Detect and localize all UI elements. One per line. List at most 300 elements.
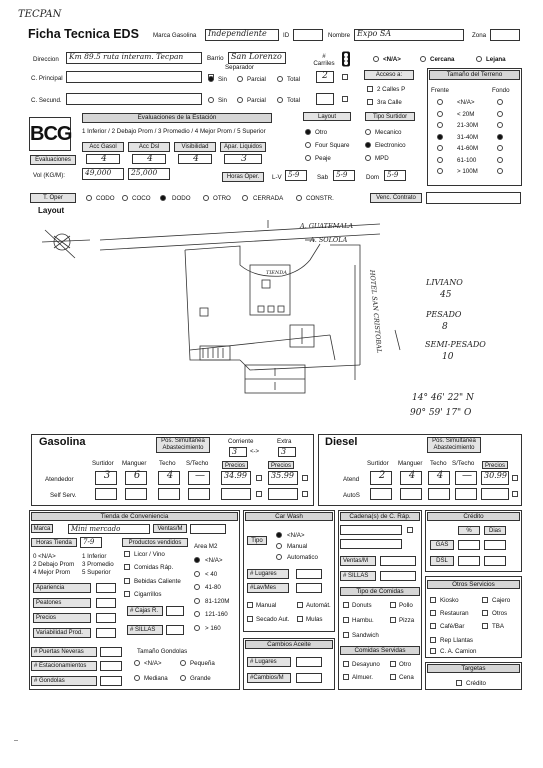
area-option-radio[interactable]: [194, 557, 200, 563]
comida-pizza-check[interactable]: [390, 617, 396, 623]
surtidor-electronico-radio[interactable]: [365, 142, 371, 148]
c-secund-field[interactable]: [66, 93, 202, 105]
gas-atend-manguer[interactable]: 6: [125, 471, 147, 485]
vol-diesel-field[interactable]: 25,000: [128, 168, 170, 180]
tienda-ventas-field[interactable]: [190, 524, 226, 534]
eval-header-acc-dsl: Acc Dsl: [128, 142, 170, 152]
c-secund-sin-label: Sin: [218, 97, 227, 104]
dsl-col-manguer: Manguer: [398, 460, 423, 467]
servicio-cajero-check[interactable]: [482, 597, 488, 603]
marca-gasolina-label: Marca Gasolina: [153, 32, 197, 39]
producto-bebidas-check[interactable]: [124, 578, 130, 584]
barrio-field[interactable]: San Lorenzo: [228, 52, 286, 64]
comidas-servidas-header: Comidas Servidas: [340, 646, 420, 655]
c-secund-label: C. Secund.: [31, 97, 62, 104]
area-option-label: 41-80: [205, 584, 221, 591]
carriles-field[interactable]: 2: [316, 71, 334, 83]
gas-col-manguer: Manguer: [122, 460, 147, 467]
gas-atend-surtidor[interactable]: 3: [95, 471, 117, 485]
eval-variabilidad-field[interactable]: [96, 628, 116, 638]
ubicacion-cercana-radio[interactable]: [420, 56, 426, 62]
sketch-coord-lon: 90° 59' 17" O: [410, 408, 472, 418]
vol-gasolina-field[interactable]: 49,000: [82, 168, 124, 180]
sketch-liviano-value: 45: [440, 290, 452, 300]
layout-otro-radio[interactable]: [305, 129, 311, 135]
comida-pollo-check[interactable]: [390, 602, 396, 608]
gas-self-manguer[interactable]: [125, 488, 147, 500]
productos-vendidos-label: Productos vendidos: [122, 538, 188, 547]
terreno-option-label: 21-30M: [457, 122, 478, 129]
t-oper-constr-label: CONSTR.: [306, 195, 334, 202]
area-option-radio[interactable]: [194, 611, 200, 617]
targetas-credito-label: Crédito: [466, 680, 486, 687]
servida-cena-check[interactable]: [390, 674, 396, 680]
dsl-auto-techo[interactable]: [428, 488, 450, 500]
gas-self-surtidor[interactable]: [95, 488, 117, 500]
servicio-rep-llantas-check[interactable]: [430, 637, 436, 643]
zona-label: Zona: [472, 32, 487, 39]
c-principal-total-radio[interactable]: [277, 76, 283, 82]
cadena-ventas-field[interactable]: [380, 556, 416, 566]
tres-calle-check[interactable]: [367, 99, 373, 105]
car-wash-manual-label: Manual: [287, 543, 308, 550]
tamano-terreno-header: Tamaño del Terreno: [429, 70, 520, 80]
comida-pollo-label: Pollo: [399, 602, 413, 609]
gondola-mediana-radio[interactable]: [134, 675, 140, 681]
servida-desayuno-check[interactable]: [343, 661, 349, 667]
gas-precio-corriente[interactable]: 34.99: [221, 471, 251, 485]
fondo-option-radio[interactable]: [497, 157, 503, 163]
credito-header: Crédito: [427, 512, 520, 521]
cajas-label: # Cajas R.: [127, 606, 163, 616]
carriles-secund-field[interactable]: [316, 93, 334, 105]
terreno-option-label: 61-100: [457, 156, 477, 164]
direccion-field[interactable]: Km 89.5 ruta interam. Tecpan: [66, 52, 202, 64]
eval-acc-gasol-value[interactable]: 4: [86, 154, 120, 164]
carriles-label: # Carriles: [313, 53, 335, 67]
targetas-credito-check[interactable]: [456, 680, 462, 686]
eval-apariencia-label: Apariencia: [33, 583, 91, 593]
area-option-label: 121-160: [205, 611, 228, 618]
ubicacion-na-radio[interactable]: [373, 56, 379, 62]
t-oper-cerrada-radio[interactable]: [242, 195, 248, 201]
dsl-auto-precio[interactable]: [481, 488, 509, 500]
gas-self-techo[interactable]: [158, 488, 180, 500]
sketch-road-guatemala: A. GUATEMALA: [300, 222, 354, 230]
t-oper-coco-label: COCO: [132, 195, 151, 202]
surtidor-mecanico-radio[interactable]: [365, 129, 371, 135]
gas-precios-label-1: Precios: [222, 461, 248, 469]
eval-apariencia-field[interactable]: [96, 583, 116, 593]
c-principal-sin-label: Sin: [218, 76, 227, 83]
c-secund-parcial-label: Parcial: [247, 97, 266, 104]
id-label: ID: [283, 32, 290, 39]
producto-cigarrillos-label: Cigarrillos: [134, 591, 162, 598]
id-field[interactable]: [293, 29, 323, 41]
cambios-aceite-header: Cambios Aceite: [245, 640, 333, 649]
c-principal-sin-radio[interactable]: [208, 76, 214, 82]
dsl-auto-precio-check[interactable]: [512, 491, 518, 497]
eval-precios-field[interactable]: [96, 613, 116, 623]
extra-pos-field[interactable]: 3: [278, 447, 296, 457]
area-option-label: < 40: [205, 570, 218, 578]
gondola-pequena-radio[interactable]: [180, 660, 186, 666]
cadena-header: Cadena(s) de C. Ráp.: [340, 512, 420, 521]
layout-foursquare-radio[interactable]: [305, 142, 311, 148]
t-oper-dodo-radio[interactable]: [160, 195, 166, 201]
barrio-label: Barrio: [207, 55, 224, 62]
horas-dom-label: Dom: [366, 174, 380, 181]
gondolas-label: # Gondolas: [31, 676, 97, 686]
comida-donuts-check[interactable]: [343, 602, 349, 608]
c-principal-field[interactable]: [66, 71, 202, 83]
venc-contrato-field[interactable]: [426, 192, 521, 204]
servida-desayuno-label: Desayuno: [352, 661, 380, 668]
servida-almuer-label: Almuer.: [352, 674, 373, 681]
car-wash-auto-label: Automatico: [287, 554, 318, 561]
t-oper-cerrada-label: CERRADA: [253, 195, 284, 202]
producto-licor-check[interactable]: [124, 551, 130, 557]
cadena-sillas-label: # SILLAS: [340, 571, 376, 581]
area-option-radio[interactable]: [194, 571, 200, 577]
tienda-sillas-field[interactable]: [166, 625, 184, 635]
fondo-option-radio[interactable]: [497, 111, 503, 117]
car-wash-lav-mes-field[interactable]: [296, 583, 322, 593]
fondo-label: Fondo: [492, 87, 510, 94]
servicio-restauran-label: Restauran: [440, 610, 469, 617]
estacionamientos-field[interactable]: [100, 661, 122, 671]
credito-pct-label: %: [458, 526, 480, 535]
gondola-pequena-label: Pequeña: [190, 660, 215, 667]
t-oper-codo-label: CODO: [96, 195, 115, 202]
puertas-neveras-label: # Puertas Neveras: [31, 647, 97, 657]
corriente-pos-field[interactable]: 3: [229, 447, 247, 457]
c-secund-sin-radio[interactable]: [208, 97, 214, 103]
servida-almuer-check[interactable]: [343, 674, 349, 680]
credito-gas-dias[interactable]: [484, 540, 506, 550]
area-option-radio[interactable]: [194, 598, 200, 604]
gondola-grande-radio[interactable]: [180, 675, 186, 681]
t-oper-dodo-label: DODO: [172, 195, 191, 202]
traffic-light-icon: [341, 51, 351, 72]
frente-option-radio[interactable]: [437, 111, 443, 117]
diesel-pos-simultanea: Pos. Simultanea Abastecimiento: [427, 437, 481, 453]
gondola-grande-label: Grande: [190, 675, 211, 682]
c-principal-parcial-label: Parcial: [247, 76, 266, 83]
dos-calles-check[interactable]: [367, 86, 373, 92]
servida-otro-label: Otro: [399, 661, 412, 668]
dsl-precios-label: Precios: [482, 461, 508, 469]
gas-self-s-techo[interactable]: [188, 488, 210, 500]
credito-gas-label: GAS: [430, 540, 454, 550]
servicio-cajero-label: Cajero: [492, 597, 511, 604]
gas-self-precio-extra[interactable]: [268, 488, 298, 500]
sketch-road-solola: A. SOLOLA: [310, 236, 348, 244]
dsl-auto-manguer[interactable]: [400, 488, 422, 500]
dsl-col-surtidor: Surtidor: [367, 460, 389, 467]
eval-header-acc-gasol: Acc Gasol: [82, 142, 124, 152]
car-wash-mulas-check[interactable]: [297, 616, 303, 622]
frente-option-radio[interactable]: [437, 168, 443, 174]
car-wash-automat-check[interactable]: [297, 602, 303, 608]
eval-header-apar-liquidos: Apar. Liquidos: [220, 142, 266, 152]
eval-peatones-label: Peatones: [33, 598, 91, 608]
car-wash-secado-check[interactable]: [247, 616, 253, 622]
credito-dsl-label: DSL: [430, 556, 454, 566]
car-wash-tipo-label: Tipo: [247, 536, 267, 545]
autos-label: AutoS: [343, 492, 360, 499]
cadena-ventas-label: Ventas/M: [340, 556, 376, 566]
dsl-auto-s-techo[interactable]: [455, 488, 477, 500]
surtidor-mpd-label: MPD: [375, 155, 389, 162]
aceite-lugares-label: # Lugares: [247, 657, 291, 667]
atendedor-label: Atendedor: [45, 476, 74, 483]
acceso-button[interactable]: Acceso a:: [364, 70, 414, 80]
car-wash-manual-radio[interactable]: [276, 543, 282, 549]
gasolina-pos-simultanea: Pos. Simultanea Abastecimiento: [156, 437, 210, 453]
t-oper-otro-radio[interactable]: [203, 195, 209, 201]
evaluaciones-button[interactable]: Evaluaciones: [30, 155, 76, 165]
credito-gas-pct[interactable]: [458, 540, 480, 550]
car-wash-manual-check[interactable]: [247, 602, 253, 608]
layout-peaje-label: Peaje: [315, 155, 331, 162]
horas-lv-field[interactable]: 5-9: [285, 170, 307, 181]
horas-oper-button[interactable]: Horas Oper.: [222, 172, 264, 182]
fondo-option-radio[interactable]: [497, 122, 503, 128]
eval-visibilidad-value[interactable]: 4: [178, 154, 212, 164]
frente-option-radio[interactable]: [437, 145, 443, 151]
dsl-atend-techo[interactable]: 4: [428, 471, 450, 485]
comida-donuts-label: Donuts: [352, 602, 372, 609]
marca-gasolina-field[interactable]: Independiente: [205, 29, 279, 41]
gas-self-precio-corriente-check[interactable]: [256, 491, 262, 497]
carriles-check[interactable]: [342, 74, 348, 80]
t-oper-codo-radio[interactable]: [86, 195, 92, 201]
servicio-restauran-check[interactable]: [430, 610, 436, 616]
dsl-atend-s-techo[interactable]: —: [455, 471, 477, 485]
cajas-field[interactable]: [166, 606, 184, 616]
tienda-marca-field[interactable]: Mini mercado: [68, 524, 150, 534]
t-oper-button[interactable]: T. Oper: [30, 193, 76, 203]
surtidor-mpd-radio[interactable]: [365, 155, 371, 161]
servicio-kiosko-label: Kiosko: [440, 597, 459, 604]
servicio-cafe-check[interactable]: [430, 623, 436, 629]
terreno-option-label: > 100M: [457, 168, 478, 175]
dsl-precio[interactable]: 30.99: [481, 471, 509, 485]
producto-comidas-label: Comidas Ráp.: [134, 564, 174, 571]
horas-tienda-label: Horas Tienda: [31, 538, 77, 547]
dsl-auto-surtidor[interactable]: [370, 488, 392, 500]
ventas-m-label: Ventas/M: [153, 524, 187, 533]
ubicacion-na-label: <N/A>: [383, 56, 401, 63]
comida-pizza-label: Pizza: [399, 617, 415, 624]
area-option-radio[interactable]: [194, 584, 200, 590]
servicio-camion-label: C. A. Camion: [440, 648, 477, 655]
gas-precio-extra-check[interactable]: [302, 475, 308, 481]
zona-field[interactable]: [490, 29, 520, 41]
gas-precio-corriente-check[interactable]: [256, 475, 262, 481]
comida-hambu-label: Hambu.: [352, 617, 374, 624]
servicio-camion-check[interactable]: [430, 648, 436, 654]
scale-line-5: 5 Superior: [82, 569, 111, 576]
servicio-cafe-label: Café/Bar: [440, 623, 465, 630]
c-principal-parcial-radio[interactable]: [237, 76, 243, 82]
comida-sandwich-check[interactable]: [343, 632, 349, 638]
cadena-sillas-field[interactable]: [380, 571, 416, 581]
car-wash-auto-radio[interactable]: [276, 554, 282, 560]
aceite-cambios-field[interactable]: [296, 673, 322, 683]
gondolas-field[interactable]: [100, 676, 122, 686]
layout-peaje-radio[interactable]: [305, 155, 311, 161]
car-wash-lugares-field[interactable]: [296, 569, 322, 579]
otros-servicios-header: Otros Servicios: [427, 580, 520, 589]
fondo-option-radio[interactable]: [497, 99, 503, 105]
tienda-sillas-label: # SILLAS: [127, 625, 163, 635]
gas-precio-extra[interactable]: 35.99: [268, 471, 298, 485]
layout-button[interactable]: Layout: [303, 112, 351, 121]
producto-bebidas-label: Bebidas Caliente: [134, 578, 181, 585]
credito-dias-label: Dias: [484, 526, 506, 535]
producto-cigarrillos-check[interactable]: [124, 591, 130, 597]
servicio-kiosko-check[interactable]: [430, 597, 436, 603]
cadena-name-field-2[interactable]: [340, 539, 402, 549]
sketch-semi-value: 10: [442, 352, 454, 362]
aceite-cambios-label: #Cambios/M: [247, 673, 291, 683]
estacionamientos-label: # Estacionamientos: [31, 661, 97, 671]
servida-otro-check[interactable]: [390, 661, 396, 667]
frente-option-radio[interactable]: [437, 99, 443, 105]
horas-tienda-field[interactable]: 7-9: [80, 537, 102, 548]
t-oper-coco-radio[interactable]: [122, 195, 128, 201]
cadena-name-field[interactable]: [340, 525, 402, 535]
layout-section-label: Layout: [38, 206, 65, 215]
area-option-label: 81-120M: [205, 597, 230, 605]
tipo-surtidor-button[interactable]: Tipo Surtidor: [365, 112, 415, 121]
frente-option-radio[interactable]: [437, 157, 443, 163]
eval-variabilidad-label: Variabilidad Prod.: [33, 628, 91, 638]
gas-atend-techo[interactable]: 4: [158, 471, 180, 485]
c-secund-total-radio[interactable]: [277, 97, 283, 103]
cadena-name-check[interactable]: [407, 527, 413, 533]
car-wash-lugares-label: # Lugares: [247, 569, 289, 579]
horas-lv-label: L-V: [272, 174, 282, 181]
arrow-both-icon: <->: [250, 449, 260, 455]
eval-peatones-field[interactable]: [96, 598, 116, 608]
fondo-option-radio[interactable]: [497, 134, 503, 140]
atend-label: Atend: [343, 476, 360, 483]
separador-label: Separador: [225, 64, 254, 71]
diesel-title: Diesel: [325, 436, 358, 448]
gondola-na-radio[interactable]: [134, 660, 140, 666]
puertas-neveras-field[interactable]: [100, 647, 122, 657]
car-wash-na-radio[interactable]: [276, 532, 282, 538]
nombre-field[interactable]: Expo SA: [354, 29, 464, 41]
venc-contrato-button[interactable]: Venc. Contrato: [370, 193, 422, 203]
sketch-pesado-value: 8: [442, 322, 448, 332]
scale-line-2: 2 Debajo Prom: [33, 561, 75, 568]
ubicacion-cercana-label: Cercana: [430, 56, 455, 63]
nombre-label: Nombre: [328, 32, 351, 39]
comida-hambu-check[interactable]: [343, 617, 349, 623]
targetas-header: Targetas: [427, 664, 520, 673]
scale-line-0: 0 <N/A>: [33, 553, 56, 560]
car-wash-secado-label: Secado Aut.: [256, 616, 290, 623]
terreno-option-label: 41-60M: [457, 145, 478, 152]
eval-precios-label: Precios: [33, 613, 91, 623]
sketch-pesado-label: PESADO: [426, 310, 462, 319]
producto-comidas-check[interactable]: [124, 564, 130, 570]
servicio-otros-check[interactable]: [482, 610, 488, 616]
t-oper-otro-label: OTRO: [213, 195, 231, 202]
dsl-atend-surtidor[interactable]: 2: [370, 471, 392, 485]
frente-option-radio[interactable]: [437, 134, 443, 140]
tres-calle-label: 3ra Calle: [377, 99, 402, 106]
eval-apar-liquidos-value[interactable]: 3: [224, 154, 262, 164]
scale-line-3: 3 Promedio: [82, 561, 114, 568]
terreno-option-label: < 20M: [457, 110, 475, 118]
gas-col-s-techo: S/Techo: [186, 460, 209, 467]
eval-header-visibilidad: Visibilidad: [174, 142, 216, 152]
c-secund-parcial-radio[interactable]: [237, 97, 243, 103]
servicio-rep-llantas-label: Rep Llantas: [440, 637, 474, 644]
gas-precios-label-2: Precios: [268, 461, 294, 469]
surtidor-electronico-label: Electronico: [375, 142, 406, 149]
horas-dom-field[interactable]: 5-9: [384, 170, 406, 181]
surtidor-mecanico-label: Mecanico: [375, 129, 402, 136]
gas-atend-s-techo[interactable]: —: [188, 471, 210, 485]
corriente-label: Corriente: [228, 438, 254, 445]
credito-dsl-dias[interactable]: [484, 556, 506, 566]
aceite-lugares-field[interactable]: [296, 657, 322, 667]
servicio-tba-check[interactable]: [482, 623, 488, 629]
fondo-option-radio[interactable]: [497, 168, 503, 174]
producto-licor-label: Licor / Vino: [134, 551, 165, 558]
dsl-atend-manguer[interactable]: 4: [400, 471, 422, 485]
page-title: Ficha Tecnica EDS: [28, 27, 139, 41]
comida-sandwich-label: Sandwich: [352, 632, 379, 639]
gas-self-precio-corriente[interactable]: [221, 488, 251, 500]
carriles-secund-check[interactable]: [342, 96, 348, 102]
dsl-col-s-techo: S/Techo: [452, 460, 475, 467]
gondola-mediana-label: Mediana: [144, 675, 168, 682]
direccion-label: Direccion: [33, 56, 59, 63]
sketch-semi-label: SEMI-PESADO: [425, 340, 486, 349]
dos-calles-label: 2 Calles P: [377, 86, 406, 93]
car-wash-automat-label: Automát.: [306, 602, 331, 609]
top-note: TECPAN: [18, 9, 62, 20]
frente-option-radio[interactable]: [437, 122, 443, 128]
servicio-tba-label: TBA: [492, 623, 505, 630]
tipo-comidas-header: Tipo de Comidas: [340, 587, 420, 596]
dsl-precio-check[interactable]: [512, 475, 518, 481]
ubicacion-lejana-radio[interactable]: [476, 56, 482, 62]
car-wash-manual-check-label: Manual: [256, 602, 277, 609]
fondo-option-radio[interactable]: [497, 145, 503, 151]
area-option-radio[interactable]: [194, 625, 200, 631]
self-serv-label: Self Serv.: [50, 492, 77, 499]
gas-self-precio-extra-check[interactable]: [302, 491, 308, 497]
t-oper-constr-radio[interactable]: [296, 195, 302, 201]
scale-line-4: 4 Mejor Prom: [33, 569, 71, 576]
car-wash-header: Car Wash: [245, 512, 333, 521]
area-m2-label: Area M2: [194, 543, 218, 550]
horas-sab-field[interactable]: 5-9: [333, 170, 355, 181]
c-principal-label: C. Principal: [31, 75, 63, 82]
eval-acc-dsl-value[interactable]: 4: [132, 154, 166, 164]
credito-dsl-pct[interactable]: [458, 556, 480, 566]
sketch-liviano-label: LIVIANO: [426, 278, 463, 287]
eval-scale-text: 1 Inferior / 2 Debajo Prom / 3 Promedio / 4 Mejor Prom / 5 Superior: [82, 128, 266, 135]
